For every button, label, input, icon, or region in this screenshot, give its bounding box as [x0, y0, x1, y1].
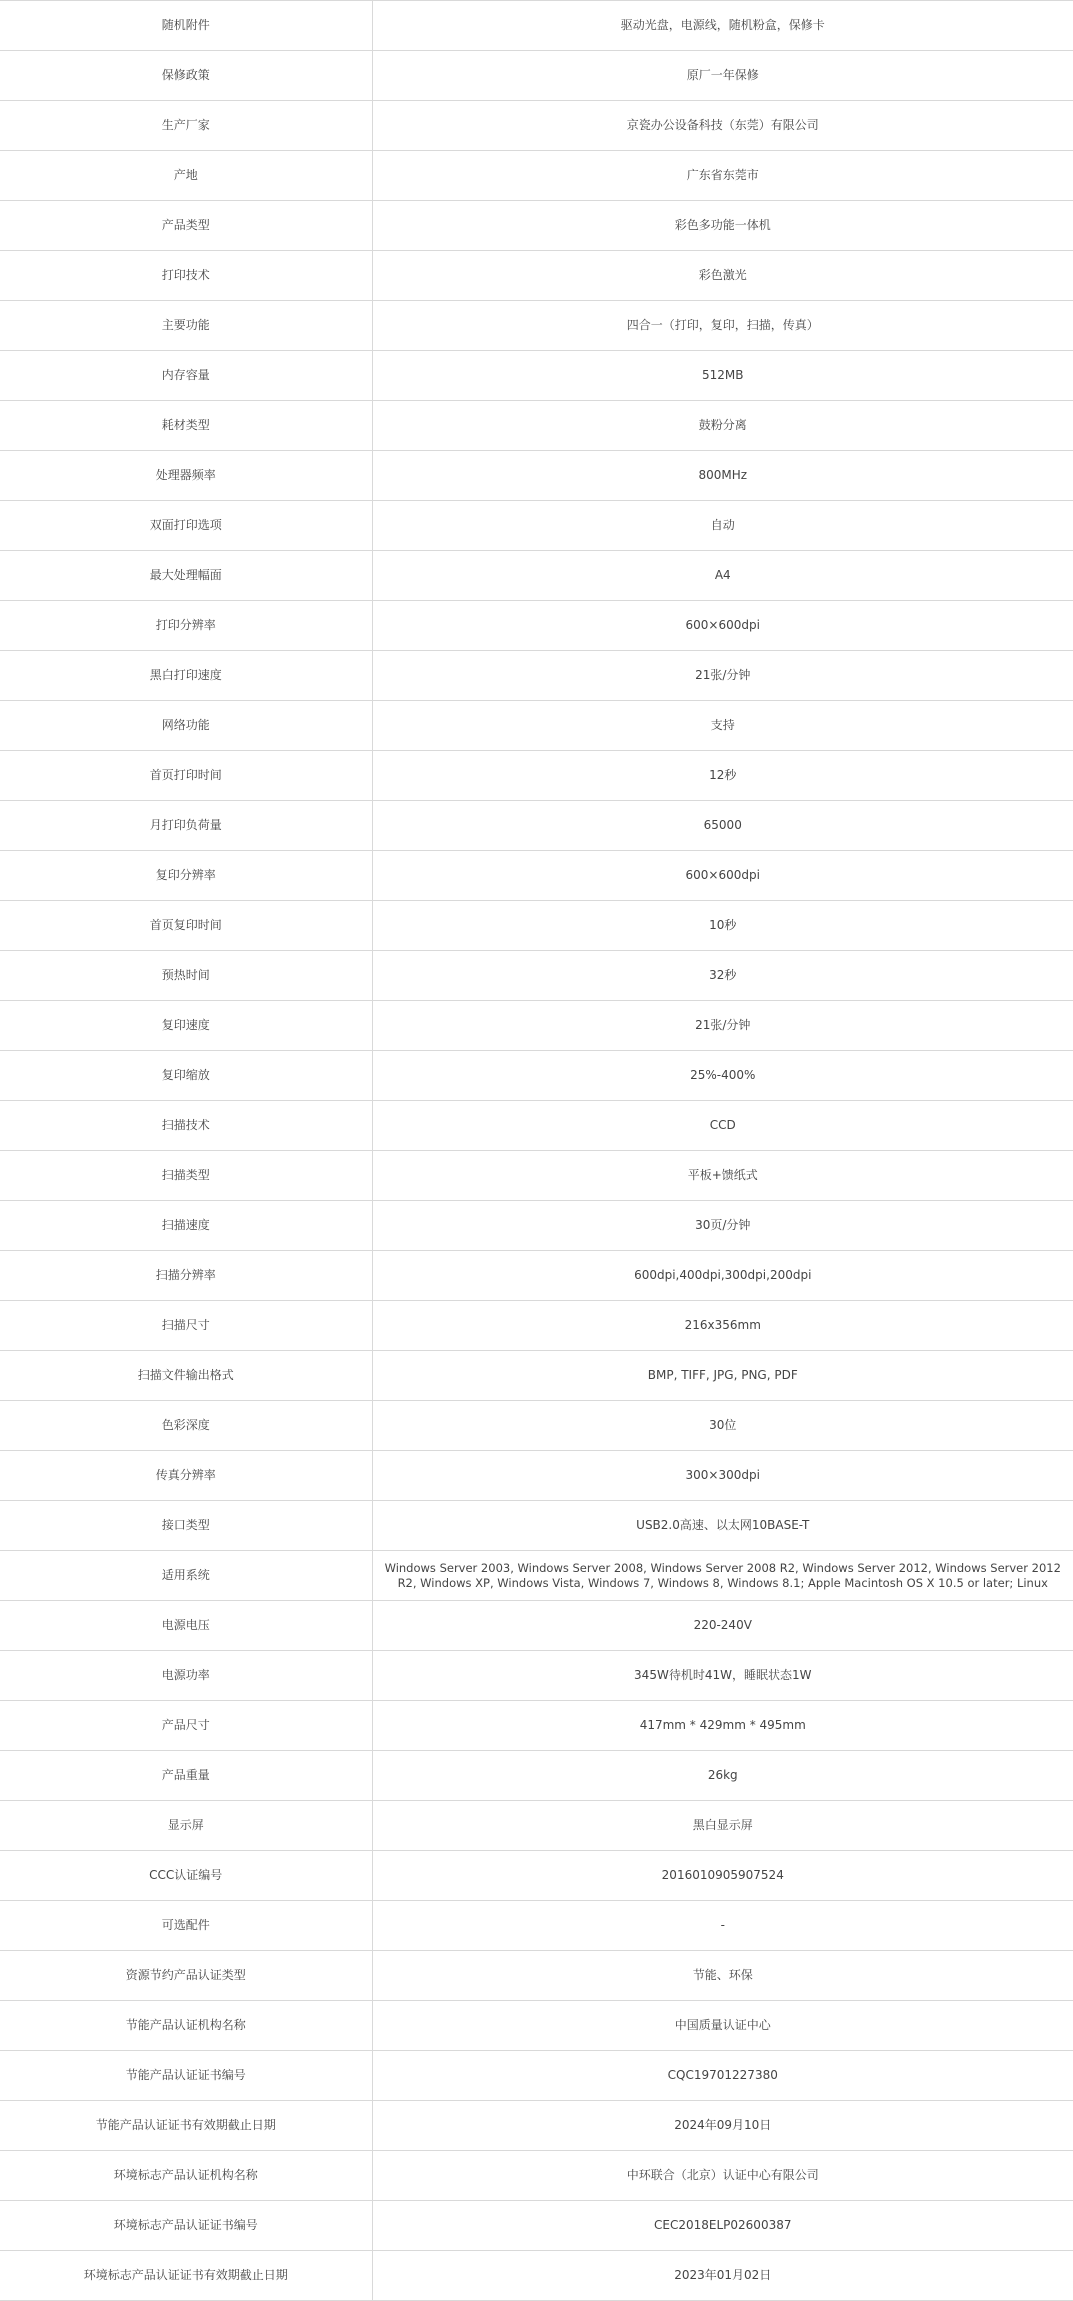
spec-label: 接口类型 — [0, 1501, 372, 1551]
table-row — [0, 401, 1073, 451]
spec-value: USB2.0高速、以太网10BASE-T — [372, 1501, 1073, 1551]
table-row — [0, 1951, 1073, 2001]
table-row — [0, 1151, 1073, 1201]
spec-label: 最大处理幅面 — [0, 551, 372, 601]
spec-value: 30页/分钟 — [372, 1201, 1073, 1251]
spec-value: 220-240V — [372, 1601, 1073, 1651]
table-row — [0, 1551, 1073, 1601]
table-row — [0, 1401, 1073, 1451]
spec-label: 扫描文件输出格式 — [0, 1351, 372, 1401]
spec-label: 资源节约产品认证类型 — [0, 1951, 372, 2001]
spec-label: 内存容量 — [0, 351, 372, 401]
spec-value: CCD — [372, 1101, 1073, 1151]
spec-value: 2023年01月02日 — [372, 2251, 1073, 2301]
spec-label: 黑白打印速度 — [0, 651, 372, 701]
table-row — [0, 651, 1073, 701]
table-row — [0, 151, 1073, 201]
spec-label: 首页打印时间 — [0, 751, 372, 801]
table-row — [0, 2151, 1073, 2201]
spec-label: 网络功能 — [0, 701, 372, 751]
table-row — [0, 1001, 1073, 1051]
spec-value: 10秒 — [372, 901, 1073, 951]
spec-value: 节能、环保 — [372, 1951, 1073, 2001]
table-row — [0, 1201, 1073, 1251]
spec-value: 417mm * 429mm * 495mm — [372, 1701, 1073, 1751]
spec-value: 800MHz — [372, 451, 1073, 501]
table-row — [0, 1651, 1073, 1701]
table-row — [0, 2201, 1073, 2251]
table-row — [0, 1, 1073, 51]
spec-label: 扫描分辨率 — [0, 1251, 372, 1301]
spec-value: Windows Server 2003, Windows Server 2008, Windows Server 2008 R2, Windows Server 2012, Windows Server 2012 R2, Windows XP, Windows Vista, Windows 7, Windows 8, Windows 8.1; Apple Macintosh OS X 10.5 or later; Linux — [372, 1551, 1073, 1601]
spec-label: 扫描速度 — [0, 1201, 372, 1251]
spec-label: 产地 — [0, 151, 372, 201]
spec-table-body — [0, 1, 1073, 2301]
spec-label: 扫描尺寸 — [0, 1301, 372, 1351]
spec-value: 中国质量认证中心 — [372, 2001, 1073, 2051]
spec-value: - — [372, 1901, 1073, 1951]
spec-value: 广东省东莞市 — [372, 151, 1073, 201]
spec-value: CEC2018ELP02600387 — [372, 2201, 1073, 2251]
spec-label: 复印分辨率 — [0, 851, 372, 901]
spec-label: 复印速度 — [0, 1001, 372, 1051]
spec-value: 鼓粉分离 — [372, 401, 1073, 451]
spec-label: 适用系统 — [0, 1551, 372, 1601]
table-row — [0, 2001, 1073, 2051]
table-row — [0, 1801, 1073, 1851]
table-row — [0, 751, 1073, 801]
table-row — [0, 1451, 1073, 1501]
table-row — [0, 51, 1073, 101]
spec-label: 随机附件 — [0, 1, 372, 51]
spec-value: 600×600dpi — [372, 851, 1073, 901]
spec-value: 32秒 — [372, 951, 1073, 1001]
spec-value: 平板+馈纸式 — [372, 1151, 1073, 1201]
spec-label: 月打印负荷量 — [0, 801, 372, 851]
table-row — [0, 301, 1073, 351]
spec-label: 环境标志产品认证机构名称 — [0, 2151, 372, 2201]
table-row — [0, 1901, 1073, 1951]
spec-value: 2024年09月10日 — [372, 2101, 1073, 2151]
spec-value: 彩色激光 — [372, 251, 1073, 301]
table-row — [0, 2051, 1073, 2101]
spec-value: 京瓷办公设备科技（东莞）有限公司 — [372, 101, 1073, 151]
spec-label: 电源功率 — [0, 1651, 372, 1701]
spec-label: 产品尺寸 — [0, 1701, 372, 1751]
spec-value: 四合一（打印，复印，扫描，传真） — [372, 301, 1073, 351]
table-row — [0, 1301, 1073, 1351]
spec-value: 216x356mm — [372, 1301, 1073, 1351]
spec-label: 产品重量 — [0, 1751, 372, 1801]
spec-value: 600dpi,400dpi,300dpi,200dpi — [372, 1251, 1073, 1301]
spec-label: 色彩深度 — [0, 1401, 372, 1451]
spec-value: CQC19701227380 — [372, 2051, 1073, 2101]
spec-label: 传真分辨率 — [0, 1451, 372, 1501]
spec-label: CCC认证编号 — [0, 1851, 372, 1901]
spec-label: 双面打印选项 — [0, 501, 372, 551]
spec-value: 512MB — [372, 351, 1073, 401]
table-row — [0, 1101, 1073, 1151]
table-row — [0, 201, 1073, 251]
table-row — [0, 601, 1073, 651]
spec-label: 节能产品认证机构名称 — [0, 2001, 372, 2051]
spec-value: 12秒 — [372, 751, 1073, 801]
table-row — [0, 801, 1073, 851]
spec-value: 黑白显示屏 — [372, 1801, 1073, 1851]
spec-value: 2016010905907524 — [372, 1851, 1073, 1901]
spec-label: 环境标志产品认证证书有效期截止日期 — [0, 2251, 372, 2301]
spec-value: 彩色多功能一体机 — [372, 201, 1073, 251]
spec-value: BMP, TIFF, JPG, PNG, PDF — [372, 1351, 1073, 1401]
spec-value: 600×600dpi — [372, 601, 1073, 651]
table-row — [0, 551, 1073, 601]
spec-value: 26kg — [372, 1751, 1073, 1801]
spec-value: 65000 — [372, 801, 1073, 851]
table-row — [0, 951, 1073, 1001]
spec-value: 345W待机时41W，睡眠状态1W — [372, 1651, 1073, 1701]
spec-value: 21张/分钟 — [372, 1001, 1073, 1051]
spec-label: 扫描类型 — [0, 1151, 372, 1201]
spec-value: 30位 — [372, 1401, 1073, 1451]
spec-label: 扫描技术 — [0, 1101, 372, 1151]
spec-label: 节能产品认证证书有效期截止日期 — [0, 2101, 372, 2151]
table-row — [0, 1501, 1073, 1551]
spec-label: 可选配件 — [0, 1901, 372, 1951]
table-row — [0, 501, 1073, 551]
table-row — [0, 1601, 1073, 1651]
table-row — [0, 901, 1073, 951]
spec-value: 原厂一年保修 — [372, 51, 1073, 101]
spec-label: 电源电压 — [0, 1601, 372, 1651]
table-row — [0, 1351, 1073, 1401]
spec-value: 中环联合（北京）认证中心有限公司 — [372, 2151, 1073, 2201]
table-row — [0, 251, 1073, 301]
table-row — [0, 2101, 1073, 2151]
spec-label: 复印缩放 — [0, 1051, 372, 1101]
spec-label: 首页复印时间 — [0, 901, 372, 951]
table-row — [0, 1251, 1073, 1301]
spec-label: 耗材类型 — [0, 401, 372, 451]
spec-label: 主要功能 — [0, 301, 372, 351]
spec-label: 产品类型 — [0, 201, 372, 251]
spec-value: A4 — [372, 551, 1073, 601]
spec-value: 驱动光盘，电源线，随机粉盒，保修卡 — [372, 1, 1073, 51]
table-row — [0, 701, 1073, 751]
spec-label: 打印技术 — [0, 251, 372, 301]
spec-label: 环境标志产品认证证书编号 — [0, 2201, 372, 2251]
table-row — [0, 2251, 1073, 2301]
table-row — [0, 451, 1073, 501]
spec-label: 保修政策 — [0, 51, 372, 101]
spec-label: 处理器频率 — [0, 451, 372, 501]
spec-value: 21张/分钟 — [372, 651, 1073, 701]
table-row — [0, 851, 1073, 901]
table-row — [0, 1701, 1073, 1751]
spec-value: 支持 — [372, 701, 1073, 751]
spec-value: 300×300dpi — [372, 1451, 1073, 1501]
spec-value: 自动 — [372, 501, 1073, 551]
spec-value: 25%-400% — [372, 1051, 1073, 1101]
table-row — [0, 351, 1073, 401]
spec-label: 生产厂家 — [0, 101, 372, 151]
spec-label: 打印分辨率 — [0, 601, 372, 651]
spec-label: 显示屏 — [0, 1801, 372, 1851]
table-row — [0, 101, 1073, 151]
spec-label: 节能产品认证证书编号 — [0, 2051, 372, 2101]
table-row — [0, 1051, 1073, 1101]
spec-label: 预热时间 — [0, 951, 372, 1001]
table-row — [0, 1751, 1073, 1801]
table-row — [0, 1851, 1073, 1901]
